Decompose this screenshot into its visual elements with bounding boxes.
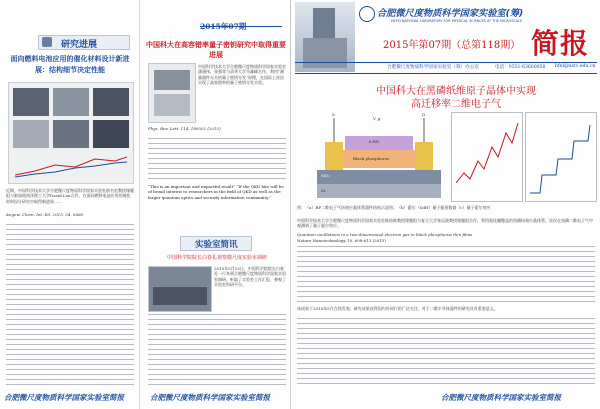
- section-banner-icon: [42, 37, 52, 47]
- phone: 电话：0551-63600058: [495, 65, 546, 70]
- label-bp: Black phosphorus: [353, 156, 390, 161]
- publisher-bar: [295, 62, 597, 74]
- news-title: 中国科学院院长白春礼视察微尺度实验室调研: [166, 255, 267, 261]
- headline-line-1: 中国科大在黑磷纸维原子晶体中实现: [376, 86, 536, 97]
- article-body-lines: [297, 246, 595, 302]
- masthead-subtitle: HEFEI NATIONAL LABORATORY FOR PHYSICAL SCIENCES AT THE MICROSCALE: [391, 19, 523, 23]
- page-headline: 面向燃料电池应用的催化材料设计新进展：结构细节决定性能: [10, 55, 130, 74]
- article-headline: 中国科大在高容错率量子密钥研究中取得重要进展: [146, 41, 286, 59]
- article-body-2: 该成果于2015年5月在线发表，研究成果获得国内外同行的广泛关注，对于二维半导体器件的研究具有重要意义。: [297, 306, 498, 311]
- review-quote: “This is an important and impactful result” “If the QKD bits will be of broad interest to researchers in the field of QKD as well as the larger quantum optics and security information community.”: [148, 184, 284, 200]
- label-source: S: [332, 112, 335, 117]
- journal-ref: Nature Nanotechnology 10, 608-613 (2015): [297, 238, 386, 243]
- citation: Angew. Chem. Int. Ed. 2015, 54, 5666: [6, 212, 84, 217]
- issue-line: 2015年第07期（总第118期）: [383, 40, 521, 51]
- masthead-title: 合肥微尺度物质科学国家实验室(筹): [377, 8, 524, 19]
- news-section-label: 实验室简讯: [195, 240, 238, 250]
- news-photo: [148, 266, 212, 312]
- news-body: 2015年5月13日，中国科学院院长白春礼一行来到合肥微尺度物质科学国家实验室调研，听取了实验室工作汇报，参观了实验室科研平台。: [214, 266, 286, 288]
- headline-line-2: 高迁移率二维电子气: [411, 99, 501, 110]
- hall-plot: [525, 112, 597, 202]
- section-banner: [38, 35, 130, 50]
- article-body-lines-2: [297, 318, 595, 384]
- label-hbn: h-BN: [369, 139, 380, 144]
- article-citation: Phys. Rev. Lett. 114, 180502 (2015): [148, 126, 221, 131]
- figure-panel: [8, 82, 134, 184]
- page-footer: 合肥微尺度物质科学国家实验室简报: [150, 393, 270, 402]
- label-gate: V_g: [373, 116, 381, 121]
- email: hfnl@ustc.edu.cn: [555, 64, 596, 69]
- page-footer: 合肥微尺度物质科学国家实验室简报: [441, 393, 561, 402]
- figure-caption: 图：（a）BP二维电子气场效应晶体管器件结构示意图；（b）霍尔（SdH）量子振荡数据（c）量子霍尔效应: [297, 205, 491, 210]
- label-drain: D: [422, 112, 426, 117]
- page-middle: [139, 0, 291, 409]
- publisher: 合肥微尺度物质科学国家实验室（筹）办公室: [387, 65, 479, 70]
- label-si: Si: [321, 188, 326, 193]
- body-text: [6, 224, 134, 386]
- article-body-lines: [148, 138, 286, 182]
- device-figure: [317, 112, 441, 200]
- issue-label: 2015年07期: [200, 22, 247, 31]
- article-body-1: 中国科学技术大学合肥微尺度物质科学国家实验室陈仙辉教授课题组与复旦大学张远波教授课题组合作，利用氮化硼覆盖的黑磷场效应晶体管，首次在黑磷二维电子气中观测到了量子霍尔效应。: [297, 218, 593, 229]
- body-intro: 近期，中国科学技术大学合肥微尺度物质科学国家实验室俞书宏教授课题组与新加坡南洋理工大学David Lou合作，在面向燃料电池应用的催化材料设计研究中取得新进展……: [6, 188, 134, 204]
- label-sio2: SiO₂: [321, 173, 330, 178]
- section-label: 研究进展: [61, 40, 98, 50]
- page-footer: 合肥微尺度物质科学国家实验室简报: [4, 393, 124, 402]
- qkd-figure: [148, 63, 196, 123]
- brief-title: 简报: [531, 27, 590, 60]
- news-body-lines: [148, 314, 286, 386]
- oscillation-plot: [451, 112, 523, 202]
- article-body: 中国科学技术大学合肥微尺度物质科学国家实验室潘建伟、张强等与清华大学马雄峰合作，利用“测量器件无关的量子密钥分发”原理，在国际上首次实现了高容错率的量子密钥分发实验。: [198, 64, 286, 86]
- issue-badge: [200, 14, 282, 31]
- news-banner: [180, 236, 252, 251]
- ustc-logo: [359, 6, 375, 22]
- page-cover: [290, 0, 600, 409]
- page-left: [0, 0, 139, 409]
- article-citation: Quantum oscillations in a two-dimensional electron gas in black phosphorus thin films: [297, 232, 473, 237]
